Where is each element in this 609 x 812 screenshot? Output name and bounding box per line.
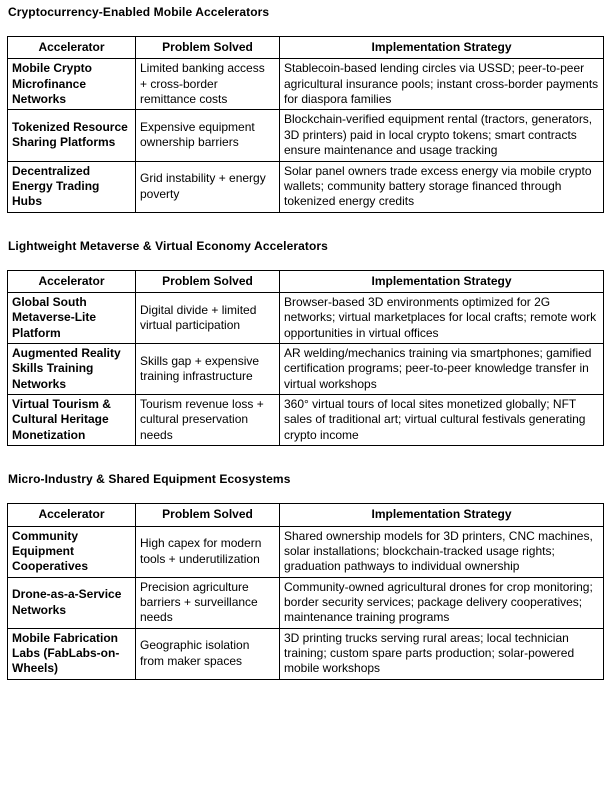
accelerator-cell: Global South Metaverse-Lite Platform <box>8 292 136 343</box>
accelerator-cell: Decentralized Energy Trading Hubs <box>8 161 136 212</box>
column-header-accelerator: Accelerator <box>8 504 136 526</box>
problem-cell: Skills gap + expensive training infrastructure <box>136 344 280 395</box>
strategy-cell: Blockchain-verified equipment rental (tractors, generators, 3D printers) paid in local crypto tokens; smart contracts ensure maintenance and usage tracking <box>280 110 604 161</box>
table-row <box>8 395 604 446</box>
strategy-cell: Shared ownership models for 3D printers, CNC machines, solar installations; blockchain-tracked usage rights; graduation pathways to individual ownership <box>280 526 604 577</box>
table-header-row <box>8 270 604 292</box>
table-row <box>8 292 604 343</box>
section-cryptocurrency-accelerators <box>7 5 603 213</box>
section-title: Lightweight Metaverse & Virtual Economy Accelerators <box>8 238 328 253</box>
strategy-cell: Solar panel owners trade excess energy via mobile crypto wallets; community battery storage financed through tokenized energy credits <box>280 161 604 212</box>
problem-cell: Digital divide + limited virtual participation <box>136 292 280 343</box>
strategy-cell: 3D printing trucks serving rural areas; local technician training; custom spare parts production; solar-powered mobile workshops <box>280 628 604 679</box>
column-header-problem: Problem Solved <box>136 270 280 292</box>
table-row <box>8 110 604 161</box>
column-header-strategy: Implementation Strategy <box>280 504 604 526</box>
column-header-accelerator: Accelerator <box>8 37 136 59</box>
problem-cell: Precision agriculture barriers + surveillance needs <box>136 577 280 628</box>
strategy-cell: AR welding/mechanics training via smartphones; gamified certification programs; peer-to-peer knowledge transfer in virtual workshops <box>280 344 604 395</box>
problem-cell: Grid instability + energy poverty <box>136 161 280 212</box>
table-row <box>8 344 604 395</box>
problem-cell: Expensive equipment ownership barriers <box>136 110 280 161</box>
table-header-row <box>8 504 604 526</box>
accelerator-cell: Mobile Fabrication Labs (FabLabs-on-Wheels) <box>8 628 136 679</box>
problem-cell: High capex for modern tools + underutilization <box>136 526 280 577</box>
problem-cell: Geographic isolation from maker spaces <box>136 628 280 679</box>
accelerator-cell: Virtual Tourism & Cultural Heritage Monetization <box>8 395 136 446</box>
table-row <box>8 59 604 110</box>
table-header-row <box>8 37 604 59</box>
accelerator-cell: Community Equipment Cooperatives <box>8 526 136 577</box>
column-header-strategy: Implementation Strategy <box>280 37 604 59</box>
problem-cell: Limited banking access + cross-border remittance costs <box>136 59 280 110</box>
table-row <box>8 628 604 679</box>
table-row <box>8 526 604 577</box>
accelerator-cell: Augmented Reality Skills Training Networks <box>8 344 136 395</box>
accelerator-cell: Drone-as-a-Service Networks <box>8 577 136 628</box>
section-micro-industry-ecosystems <box>7 472 603 680</box>
column-header-strategy: Implementation Strategy <box>280 270 604 292</box>
strategy-cell: Community-owned agricultural drones for crop monitoring; border security services; package delivery cooperatives; maintenance training programs <box>280 577 604 628</box>
micro-industry-table <box>7 503 604 680</box>
accelerator-cell: Mobile Crypto Microfinance Networks <box>8 59 136 110</box>
table-row <box>8 577 604 628</box>
column-header-problem: Problem Solved <box>136 504 280 526</box>
column-header-accelerator: Accelerator <box>8 270 136 292</box>
column-header-problem: Problem Solved <box>136 37 280 59</box>
accelerator-cell: Tokenized Resource Sharing Platforms <box>8 110 136 161</box>
strategy-cell: 360° virtual tours of local sites monetized globally; NFT sales of traditional art; virtual cultural festivals generating crypto income <box>280 395 604 446</box>
problem-cell: Tourism revenue loss + cultural preservation needs <box>136 395 280 446</box>
strategy-cell: Stablecoin-based lending circles via USSD; peer-to-peer agricultural insurance pools; instant cross-border payments for diaspora families <box>280 59 604 110</box>
strategy-cell: Browser-based 3D environments optimized for 2G networks; virtual marketplaces for local crafts; remote work opportunities in virtual offices <box>280 292 604 343</box>
section-title: Micro-Industry & Shared Equipment Ecosystems <box>8 472 291 487</box>
crypto-accelerators-table <box>7 36 604 213</box>
metaverse-accelerators-table <box>7 270 604 447</box>
table-row <box>8 161 604 212</box>
section-title: Cryptocurrency-Enabled Mobile Accelerators <box>8 5 270 19</box>
section-metaverse-accelerators <box>7 239 603 447</box>
